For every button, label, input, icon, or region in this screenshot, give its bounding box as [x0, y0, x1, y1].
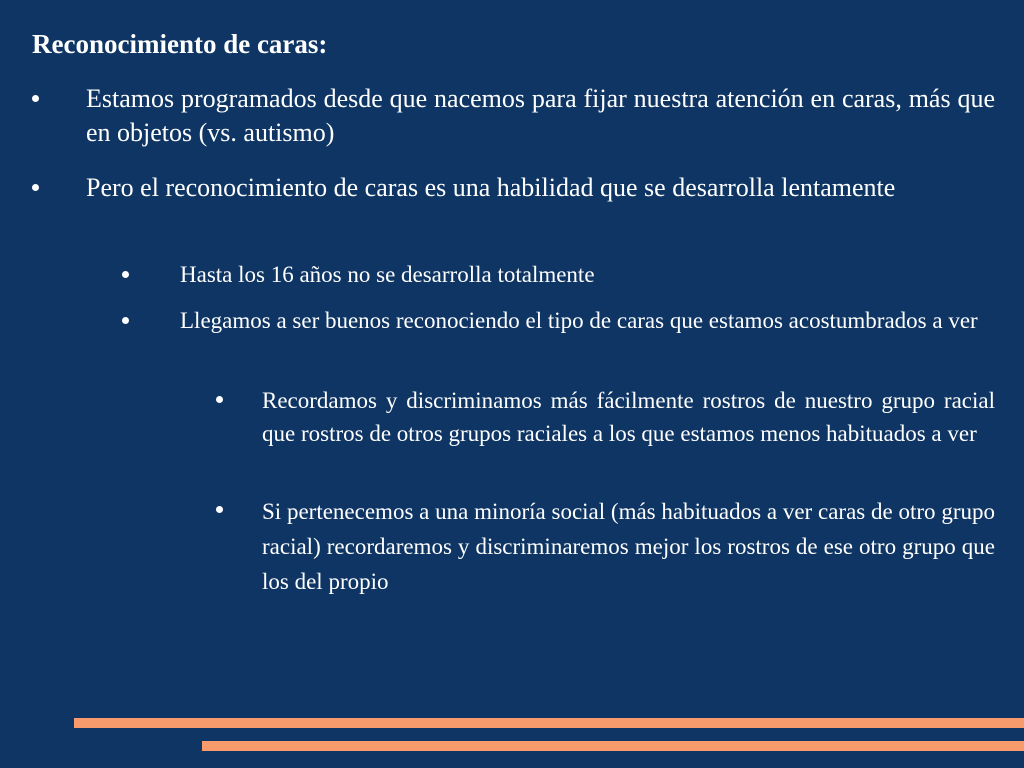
- bullet-text: Recordamos y discriminamos más fácilmente rostros de nuestro grupo racial que rostros de otros grupos raciales a los que estamos menos habituados a ver: [262, 388, 995, 446]
- bullet-dot-icon: [122, 317, 129, 324]
- decorative-stripe-top: [74, 718, 1024, 728]
- bullet-text: Si pertenecemos a una minoría social (más habituados a ver caras de otro grupo racial) recordaremos y discriminaremos mejor los rostros de ese otro grupo que los del propio: [262, 499, 995, 594]
- bullet-item: [86, 171, 995, 205]
- bullet-dot-icon: [122, 271, 129, 278]
- sub-bullet-item: [180, 305, 995, 337]
- bullet-text: Hasta los 16 años no se desarrolla totalmente: [180, 262, 595, 287]
- sub-bullet-item: [180, 259, 995, 291]
- bullet-dot-icon: [216, 506, 223, 513]
- sub-sub-bullet-item: [262, 384, 995, 450]
- bullet-dot-icon: [32, 184, 39, 191]
- bullet-text: Estamos programados desde que nacemos para fijar nuestra atención en caras, más que en objetos (vs. autismo): [86, 84, 995, 147]
- sub-sub-bullet-item: [262, 494, 995, 599]
- bullet-dot-icon: [216, 396, 223, 403]
- slide-title: Reconocimiento de caras:: [32, 29, 328, 59]
- bullet-dot-icon: [32, 95, 39, 102]
- bullet-text: Pero el reconocimiento de caras es una habilidad que se desarrolla lentamente: [86, 173, 896, 202]
- bullet-text: Llegamos a ser buenos reconociendo el tipo de caras que estamos acostumbrados a ver: [180, 308, 978, 333]
- bullet-item: [86, 82, 995, 150]
- decorative-stripe-bottom: [202, 741, 1024, 751]
